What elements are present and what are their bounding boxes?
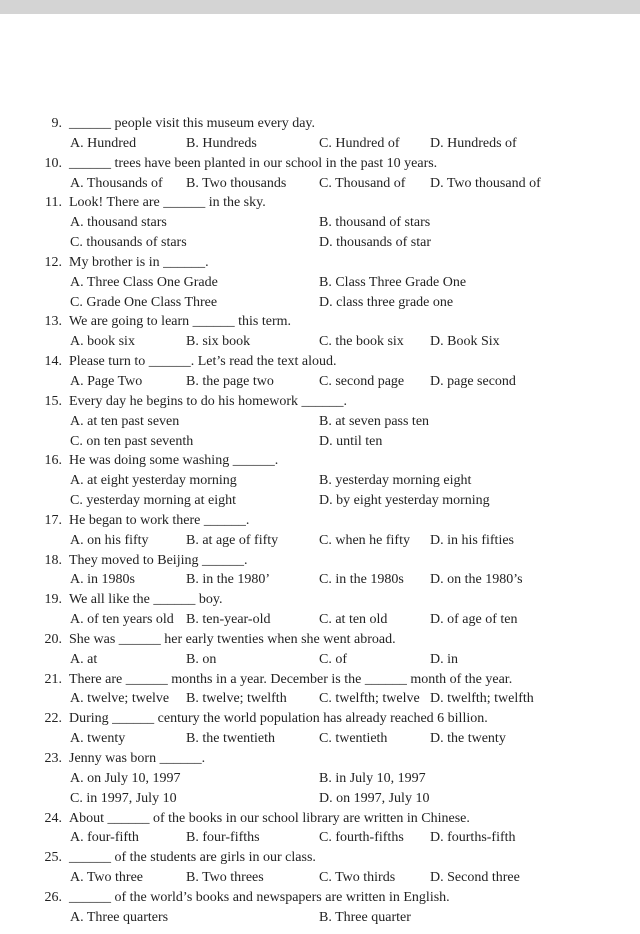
answer-option[interactable]: A. twelve; twelve [70,691,170,707]
question-item [0,848,640,888]
answer-option[interactable]: C. Hundred of [319,135,400,151]
options-row [0,689,640,709]
answer-option[interactable]: C. in 1997, July 10 [70,790,177,806]
answer-option[interactable]: A. Hundred [70,135,137,151]
answer-option[interactable]: B. at seven pass ten [319,413,430,429]
options-row [0,412,640,432]
options-row [0,769,640,789]
answer-option[interactable]: C. when he fifty [319,532,410,548]
question-item [0,352,640,392]
question-number: 9. [51,116,62,131]
question-item [0,888,640,928]
options-row [0,293,640,313]
options-row [0,570,640,590]
options-row [0,789,640,809]
question-text: About ______ of the books in our school library are written in Chinese. [69,810,470,826]
answer-option[interactable]: B. six book [186,334,251,350]
answer-option[interactable]: D. thousands of star [319,235,431,251]
answer-option[interactable]: D. in [430,651,458,667]
answer-option[interactable]: A. book six [70,334,135,350]
question-stem-line [0,848,640,868]
answer-option[interactable]: D. fourths-fifth [430,830,516,846]
question-text: There are ______ months in a year. December is the ______ month of the year. [69,671,513,687]
answer-option[interactable]: D. class three grade one [319,294,454,310]
answer-option[interactable]: C. of [319,651,347,667]
question-number: 17. [44,512,62,528]
answer-option[interactable]: D. page second [430,373,516,389]
question-item [0,511,640,551]
question-number: 11. [45,195,62,211]
options-row [0,610,640,630]
question-stem-line [0,809,640,829]
answer-option[interactable]: B. twelve; twelfth [186,691,287,707]
answer-option[interactable]: A. Page Two [70,373,143,389]
question-stem-line [0,451,640,471]
answer-option[interactable]: D. the twenty [430,731,506,747]
answer-option[interactable]: B. Two threes [186,870,264,886]
answer-option[interactable]: B. yesterday morning eight [319,473,472,489]
question-stem-line [0,312,640,332]
question-number: 14. [44,354,62,370]
answer-option[interactable]: A. at ten past seven [70,413,180,429]
answer-option[interactable]: C. yesterday morning at eight [70,493,237,509]
top-bar [0,0,640,14]
answer-option[interactable]: D. Two thousand of [430,175,541,191]
question-stem-line [0,709,640,729]
options-row [0,868,640,888]
answer-option[interactable]: D. of age of ten [430,612,518,628]
question-number: 10. [44,155,62,171]
question-text: Jenny was born ______. [69,751,206,766]
question-text: Please turn to ______. Let’s read the text aloud. [69,354,337,370]
question-stem-line [0,253,640,273]
question-text: Every day he begins to do his homework ______. [69,393,348,409]
question-item [0,590,640,630]
answer-option[interactable]: A. at eight yesterday morning [70,473,237,489]
answer-option[interactable]: C. in the 1980s [319,572,404,588]
options-row [0,332,640,352]
question-item [0,551,640,591]
answer-option[interactable]: A. on July 10, 1997 [70,770,181,786]
question-text: ______ of the world’s books and newspapers are written in English. [69,889,450,905]
options-row [0,174,640,194]
question-number: 22. [44,711,62,727]
question-item [0,630,640,670]
question-number: 26. [44,889,62,905]
options-row [0,233,640,253]
question-item [0,312,640,352]
options-row [0,372,640,392]
question-stem-line [0,114,640,134]
question-text: He was doing some washing ______. [69,453,279,469]
options-row [0,134,640,154]
options-row [0,273,640,293]
options-row [0,828,640,848]
question-number: 13. [44,314,62,330]
answer-option[interactable]: A. Two three [70,870,144,886]
answer-option[interactable]: D. on 1997, July 10 [319,790,430,806]
question-item [0,809,640,849]
question-text: During ______ century the world population has already reached 6 billion. [69,711,488,727]
answer-option[interactable]: C. Thousand of [319,175,406,191]
answer-option[interactable]: D. Second three [430,870,520,886]
answer-option[interactable]: B. ten-year-old [186,612,271,628]
answer-option[interactable]: C. twelfth; twelve [319,691,420,707]
question-number: 19. [44,592,62,608]
answer-option[interactable]: B. in the 1980’ [186,572,270,588]
options-row [0,491,640,511]
question-stem-line [0,154,640,174]
question-stem-line [0,749,640,769]
answer-option[interactable]: A. Thousands of [70,175,163,191]
question-text: She was ______ her early twenties when she went abroad. [69,631,396,647]
question-text: He began to work there ______. [69,512,250,528]
question-stem-line [0,551,640,571]
question-number: 25. [44,850,62,866]
question-stem-line [0,392,640,412]
question-stem-line [0,670,640,690]
question-item [0,154,640,194]
question-number: 20. [44,631,62,647]
question-text: We all like the ______ boy. [69,592,223,608]
answer-option[interactable]: C. thousands of stars [70,235,187,251]
exercise-sheet [0,114,640,928]
answer-option[interactable]: A. four-fifth [70,830,139,846]
question-item [0,451,640,511]
question-number: 12. [44,254,62,270]
answer-option[interactable]: C. twentieth [319,731,388,747]
answer-option[interactable]: A. on his fifty [70,532,149,548]
question-text: Look! There are ______ in the sky. [69,195,266,211]
answer-option[interactable]: D. by eight yesterday morning [319,493,490,509]
question-text: My brother is in ______. [69,254,209,270]
answer-option[interactable]: C. on ten past seventh [70,433,194,449]
answer-option[interactable]: B. Three quarter [319,909,411,925]
question-number: 18. [44,552,62,568]
question-number: 15. [44,393,62,409]
answer-option[interactable]: C. at ten old [319,612,388,628]
answer-option[interactable]: A. of ten years old [70,612,174,628]
answer-option[interactable]: B. Class Three Grade One [319,274,467,290]
answer-option[interactable]: D. on the 1980’s [430,572,523,588]
options-row [0,432,640,452]
question-stem-line [0,630,640,650]
answer-option[interactable]: C. Grade One Class Three [70,294,218,310]
question-text: ______ people visit this museum every day. [69,116,315,131]
question-stem-line [0,193,640,213]
question-number: 24. [44,810,62,826]
question-text: We are going to learn ______ this term. [69,314,292,330]
answer-option[interactable]: D. Hundreds of [430,135,517,151]
question-stem-line [0,590,640,610]
question-stem-line [0,888,640,908]
question-text: They moved to Beijing ______. [69,552,248,568]
answer-option[interactable]: B. Hundreds [186,135,257,151]
question-text: ______ of the students are girls in our class. [69,850,316,866]
question-item [0,253,640,313]
question-number: 16. [44,453,62,469]
question-item [0,670,640,710]
options-row [0,908,640,928]
question-item [0,749,640,809]
answer-option[interactable]: A. Three quarters [70,909,169,925]
answer-option[interactable]: B. at age of fifty [186,532,279,548]
options-row [0,650,640,670]
options-row [0,471,640,491]
answer-option[interactable]: D. Book Six [430,334,500,350]
question-number: 21. [44,671,62,687]
answer-option[interactable]: B. four-fifths [186,830,260,846]
answer-option[interactable]: A. twenty [70,731,126,747]
answer-option[interactable]: C. Two thirds [319,870,396,886]
answer-option[interactable]: A. at [70,651,98,667]
answer-option[interactable]: B. the twentieth [186,731,276,747]
answer-option[interactable]: B. in July 10, 1997 [319,770,426,786]
answer-option[interactable]: A. in 1980s [70,572,135,588]
question-number: 23. [44,751,62,766]
answer-option[interactable]: A. thousand stars [70,215,167,231]
question-stem-line [0,352,640,372]
question-item [0,193,640,253]
answer-option[interactable]: B. Two thousands [186,175,287,191]
answer-option[interactable]: C. the book six [319,334,404,350]
answer-option[interactable]: D. in his fifties [430,532,514,548]
question-item [0,392,640,452]
options-row [0,729,640,749]
question-text: ______ trees have been planted in our school in the past 10 years. [69,155,438,171]
question-item [0,709,640,749]
answer-option[interactable]: B. the page two [186,373,274,389]
options-row [0,213,640,233]
answer-option[interactable]: D. until ten [319,433,383,449]
answer-option[interactable]: B. on [186,651,217,667]
answer-option[interactable]: D. twelfth; twelfth [430,691,534,707]
question-stem-line [0,511,640,531]
answer-option[interactable]: A. Three Class One Grade [70,274,218,290]
answer-option[interactable]: C. second page [319,373,405,389]
options-row [0,531,640,551]
question-item [0,114,640,154]
answer-option[interactable]: C. fourth-fifths [319,830,404,846]
answer-option[interactable]: B. thousand of stars [319,215,431,231]
